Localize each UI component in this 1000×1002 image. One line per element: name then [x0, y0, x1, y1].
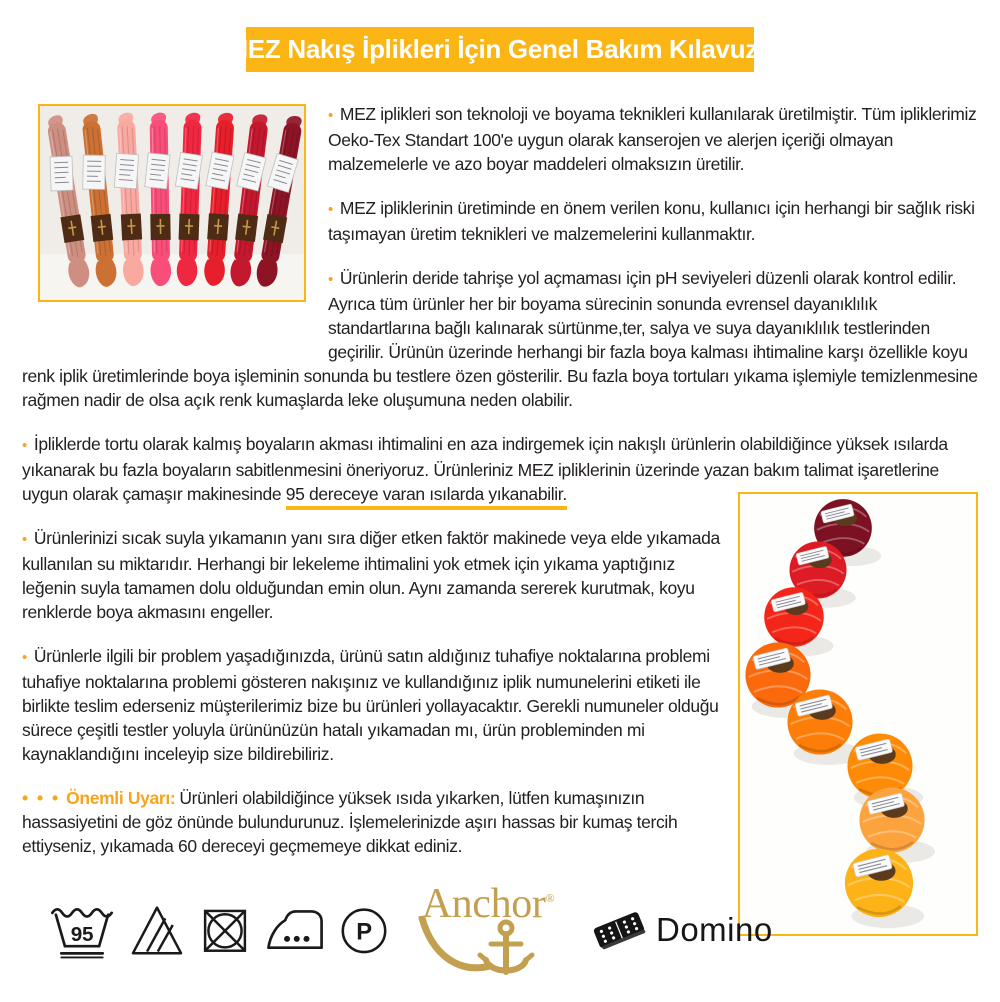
care-symbols-row [46, 899, 392, 961]
anchor-wordmark [418, 878, 558, 927]
paragraph-text: Ürünlerle ilgili bir problem yaşadığınızda, ürünü satın aldığınız tuhafiye noktalarına problemi tuhafiye noktalarına problemi gösteren nakışınız ve kullandığınız iplik numunelerini etiketi ile birlikte teslim ederseniz müşterilerimiz bize bu ürünleri yollayacaktır. Gerekli numuneler olduğu sürece çeşitli testler yoluyla ürününüzün hatalı yıkamadan mı, ürün probleminden mi kaynaklandığını inceleyip size bildirebiliriz. [22, 646, 719, 764]
warning-bullets-icon: • • • [22, 788, 61, 808]
thread-skeins-photo [38, 104, 306, 302]
wash-95-icon [46, 899, 118, 961]
bullet-icon: • [328, 108, 333, 124]
domino-logo [588, 906, 773, 954]
bullet-icon: • [22, 532, 27, 548]
paragraph-text: İpliklerde tortu olarak kalmış boyaların akması ihtimalini en aza indirgemek için nakışlı ürünlerin olabildiğince yüksek ısılarda yıkanarak bu fazla boyaların sabitlenmesini öneriyoruz. Ürünleriniz MEZ ipliklerinin üzerinde yazan bakım talimat işaretlerine uygun olarak çamaşır makinesinde [22, 434, 948, 504]
footer [46, 878, 773, 1002]
highlighted-text: 95 dereceye varan ısılarda yıkanabilir. [286, 484, 567, 510]
iron-icon [264, 899, 326, 961]
domino-brand-text: Domino [656, 911, 773, 948]
thread-balls-illustration [740, 494, 976, 934]
thread-balls-photo [738, 492, 978, 936]
bullet-icon: • [328, 202, 333, 218]
paragraph-text: Ürünlerin deride tahrişe yol açmaması için pH seviyeleri düzenli olarak kontrol edilir. Ayrıca tüm ürünler her bir boyama sürecinin sonunda evrensel dayanıklılık standartlarına bağlı kalınarak sürtünme,ter, salya ve suya dayanıklılık testlerinden geçirilir. Ürünün üzerinde herhangi bir fazla boya kalması ihtimaline karşı özellikle koyu renk iplik üretimlerinde boya işleminin sonunda bu testlere özen gösterilir. Bu fazla boya tortuları yıkama işlemiyle temizlenmesine rağmen nadir de olsa açık renk kumaşlarda leke oluşumuna neden olabilir. [22, 268, 978, 410]
page-title-banner [226, 27, 774, 72]
document-body [0, 102, 1000, 1002]
registered-mark: ® [545, 891, 555, 905]
wash-temp-label: 95 [70, 922, 94, 946]
bullet-icon: • [22, 438, 27, 454]
domino-piece-icon [588, 906, 650, 954]
anchor-logo [418, 878, 558, 982]
bleach-triangle-icon [128, 899, 186, 961]
paragraph-text: Ürünleri olabildiğince yüksek ısıda yıkarken, lütfen kumaşınızın hassasiyetini de göz önünde bulundurunuz. İşlemelerinizde aşırı hassas bir kumaş tercih ettiyseniz, yıkamada 60 dereceyi geçmemeye dikkat ediniz. [22, 788, 678, 856]
paragraph-text: MEZ ipliklerinin üretiminde en önem verilen konu, kullanıcı için herhangi bir sağlık riski taşımayan üretim teknikleri ve malzemelerini kullanmaktır. [328, 198, 975, 244]
paragraph-text: Ürünlerinizi sıcak suyla yıkamanın yanı sıra diğer etken faktör makinede veya elde yıkamada kullanılan su miktarıdır. Herhangi bir lekeleme ihtimalini yok etmek için yıkama yaptığınız leğenin suyla tamamen dolu olduğundan emin olun. Aynı zamanda sererek kurutmak, koyu renklerde boya akmasını engeller. [22, 528, 720, 622]
dry-clean-p-icon [336, 899, 392, 961]
anchor-brand-text: Anchor [421, 881, 546, 927]
page-title: MEZ Nakış İplikleri İçin Genel Bakım Kılavuzu [226, 34, 774, 64]
bullet-icon: • [328, 272, 333, 288]
warning-label: Önemli Uyarı: [66, 788, 176, 808]
bullet-icon: • [22, 650, 27, 666]
thread-skeins-illustration [40, 106, 304, 300]
paragraph-text: MEZ iplikleri son teknoloji ve boyama teknikleri kullanılarak üretilmiştir. Tüm ipliklerimiz Oeko-Tex Standart 100'e uygun olarak kanserojen ve alerjen içeriği olmayan malzemelerle ve azo boyar maddeleri olmaksızın üretilir. [328, 104, 977, 174]
dry-clean-letter: P [356, 918, 372, 946]
do-not-tumble-dry-icon [196, 899, 254, 961]
